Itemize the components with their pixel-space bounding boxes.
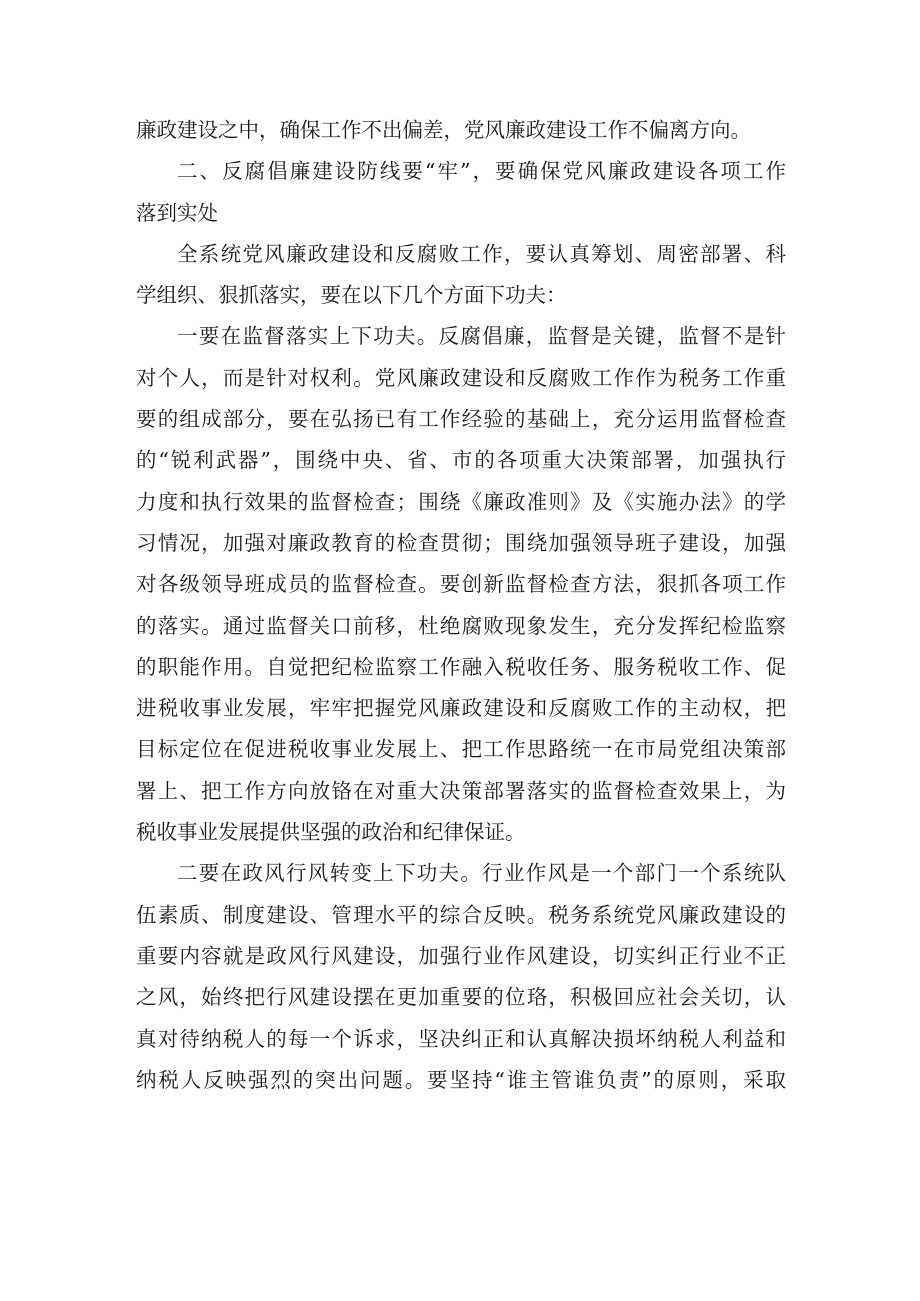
text-line: 力度和执行效果的监督检查；围绕《廉政准则》及《实施办法》的学	[136, 489, 786, 514]
text-line: 的职能作用。自觉把纪检监察工作融入税收任务、服务税收工作、促	[136, 654, 786, 679]
document-body	[136, 110, 786, 1101]
text-line: 二、反腐倡廉建设防线要“牢”，要确保党风廉政建设各项工作	[177, 159, 786, 184]
text-line: 全系统党风廉政建设和反腐败工作，要认真筹划、周密部署、科	[177, 241, 786, 266]
text-line: 真对待纳税人的每一个诉求，坚决纠正和认真解决损坏纳税人利益和	[136, 1026, 786, 1051]
paragraph-work-style	[136, 853, 786, 1101]
paragraph-overview	[136, 234, 786, 317]
paragraph-continuation	[136, 110, 786, 151]
text-line: 一要在监督落实上下功夫。反腐倡廉，监督是关键，监督不是针	[177, 324, 786, 349]
text-line: 落到实处	[136, 200, 218, 225]
text-line: 伍素质、制度建设、管理水平的综合反映。税务系统党风廉政建设的	[136, 902, 786, 927]
text-line: 对个人，而是针对权利。党风廉政建设和反腐败工作作为税务工作重	[136, 365, 786, 390]
text-line: 进税收事业发展，牢牢把握党风廉政建设和反腐败工作的主动权，把	[136, 696, 786, 721]
text-line: 税收事业发展提供坚强的政治和纪律保证。	[136, 820, 526, 845]
text-line: 廉政建设之中，确保工作不出偏差，党风廉政建设工作不偏离方向。	[136, 118, 751, 142]
text-line: 重要内容就是政风行风建设，加强行业作风建设，切实纠正行业不正	[136, 943, 786, 968]
text-line: 学组织、狠抓落实，要在以下几个方面下功夫：	[136, 283, 567, 308]
text-line: 署上、把工作方向放铬在对重大决策部署落实的监督检查效果上，为	[136, 778, 786, 803]
text-line: 习情况，加强对廉政教育的检查贯彻；围绕加强领导班子建设，加强	[136, 530, 786, 555]
section-heading	[136, 151, 786, 234]
text-line: 纳税人反映强烈的突出问题。要坚持“谁主管谁负责”的原则，采取	[136, 1067, 786, 1092]
text-line: 要的组成部分，要在弘扬已有工作经验的基础上，充分运用监督检查	[136, 407, 786, 432]
text-line: 的“锐利武器”，围绕中央、省、市的各项重大决策部署，加强执行	[136, 448, 786, 473]
text-line: 目标定位在促进税收事业发展上、把工作思路统一在市局党组决策部	[136, 737, 786, 762]
paragraph-supervision	[136, 316, 786, 853]
text-line: 对各级领导班成员的监督检查。要创新监督检查方法，狠抓各项工作	[136, 572, 786, 597]
text-line: 的落实。通过监督关口前移，杜绝腐败现象发生，充分发挥纪检监察	[136, 613, 786, 638]
text-line: 二要在政风行风转变上下功夫。行业作风是一个部门一个系统队	[177, 861, 786, 886]
text-line: 之风，始终把行风建设摆在更加重要的位珞，积极回应社会关切，认	[136, 985, 786, 1010]
